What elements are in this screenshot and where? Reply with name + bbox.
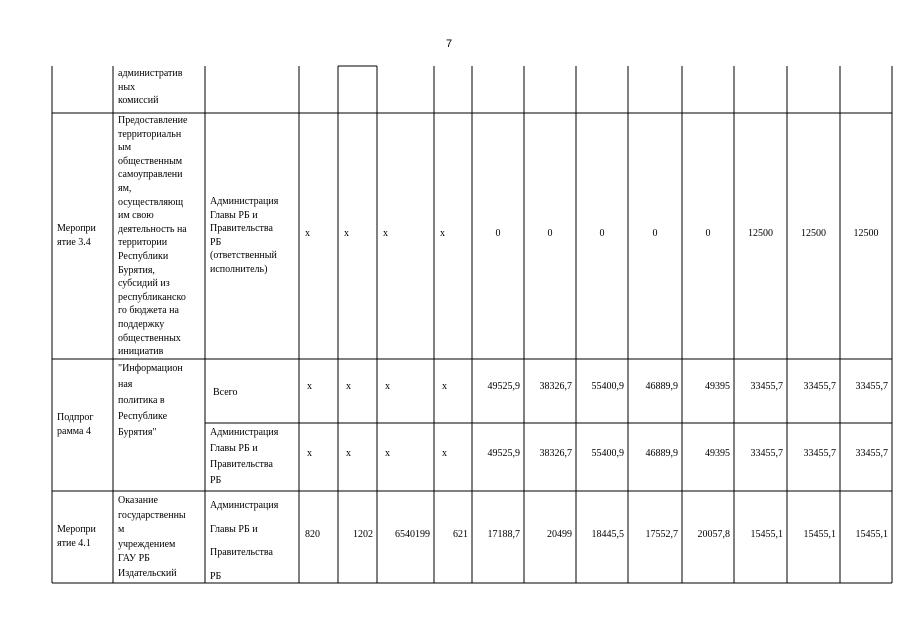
pp4-total-v9: 49395 [705,381,730,392]
pp4-exec-v3: x [385,448,390,459]
m41-code: Меропри ятие 4.1 [57,524,96,549]
m34-v6: 0 [547,228,553,239]
m34-v10: 12500 [748,228,773,239]
pp4-exec-v5: 49525,9 [487,448,520,459]
m34-v3: x [383,228,388,239]
m41-v2: 1202 [353,529,373,540]
pp4-code: Подпрог рамма 4 [57,412,94,437]
m41-v7: 18445,5 [591,529,624,540]
pp4-total-v1: x [307,381,312,392]
m41-v11: 15455,1 [803,529,836,540]
pp4-total-v2: x [346,381,351,392]
pp4-name: "Информацион ная политика в Республике Бурятия" [118,363,183,438]
m34-v8: 0 [652,228,658,239]
pp4-total-v5: 49525,9 [487,381,520,392]
m34-name: Предоставление территориальн ым общественным самоуправлени ям, осуществляющ им свою деятельность на территории Республики Бурятия, субсидий из республиканско го бюджета на поддержку общественных инициатив [118,115,188,358]
m34-code: Меропри ятие 3.4 [57,223,96,248]
pp4-executor: Администрация Главы РБ и Правительства РБ [210,427,279,486]
page-number: 7 [446,38,453,50]
pp4-total-v4: x [442,381,447,392]
m41-v6: 20499 [547,529,572,540]
m41-v8: 17552,7 [645,529,678,540]
m41-name: Оказание государственны м учреждением ГАУ РБ Издательский [118,495,186,579]
pp4-exec-v10: 33455,7 [750,448,783,459]
pp4-total-v12: 33455,7 [855,381,888,392]
pp4-exec-v11: 33455,7 [803,448,836,459]
m34-v11: 12500 [801,228,826,239]
pp4-exec-v7: 55400,9 [591,448,624,459]
pp4-exec-v9: 49395 [705,448,730,459]
pp4-exec-v2: x [346,448,351,459]
cont-name: административ ных комиссий [118,68,183,107]
m41-v9: 20057,8 [697,529,730,540]
m41-v3: 6540199 [395,529,430,540]
pp4-exec-v6: 38326,7 [539,448,572,459]
m41-executor: Администрация Главы РБ и Правительства РБ [210,500,279,582]
m34-v2: x [344,228,349,239]
pp4-total-v8: 46889,9 [645,381,678,392]
m34-v12: 12500 [853,228,879,239]
pp4-exec-v1: x [307,448,312,459]
pp4-exec-v8: 46889,9 [645,448,678,459]
pp4-total-v7: 55400,9 [591,381,624,392]
m41-v12: 15455,1 [855,529,888,540]
m34-executor: Администрация Главы РБ и Правительства РБ (ответственный исполнитель) [210,196,279,275]
m34-v4: x [440,228,445,239]
pp4-exec-v12: 33455,7 [855,448,888,459]
m41-v1: 820 [305,529,320,540]
pp4-total-v3: x [385,381,390,392]
m34-v7: 0 [599,228,605,239]
pp4-total-v6: 38326,7 [539,381,572,392]
pp4-total-v11: 33455,7 [803,381,836,392]
m34-v9: 0 [705,228,711,239]
m34-v5: 0 [495,228,501,239]
m41-v4: 621 [453,529,468,540]
pp4-total-label: Всего [213,387,238,398]
m41-v10: 15455,1 [750,529,783,540]
pp4-exec-v4: x [442,448,447,459]
m34-v1: x [305,228,310,239]
m41-v5: 17188,7 [487,529,520,540]
pp4-total-v10: 33455,7 [750,381,783,392]
